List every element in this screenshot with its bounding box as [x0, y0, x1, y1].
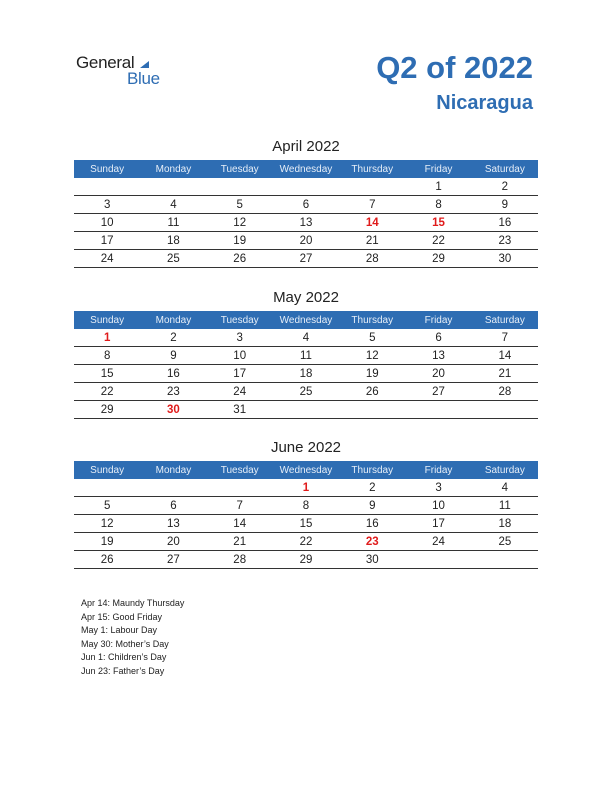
- day-cell: 11: [140, 214, 206, 232]
- day-cell: 3: [74, 196, 140, 214]
- day-cell: 5: [339, 329, 405, 347]
- page-title: Q2 of 2022: [376, 50, 533, 85]
- day-cell: 7: [339, 196, 405, 214]
- month-june: [74, 437, 538, 569]
- day-cell: 17: [207, 365, 273, 383]
- day-cell: 23: [472, 232, 538, 250]
- day-cell: 29: [405, 250, 471, 268]
- day-cell: 19: [74, 533, 140, 551]
- day-cell: 27: [273, 250, 339, 268]
- weekday-header: Thursday: [339, 461, 405, 479]
- day-cell: 22: [405, 232, 471, 250]
- day-cell: 26: [207, 250, 273, 268]
- day-cell: 3: [405, 479, 471, 497]
- weekday-header-row: [74, 461, 538, 479]
- month-may: [74, 287, 538, 419]
- day-cell: 10: [207, 347, 273, 365]
- day-cell: 14: [472, 347, 538, 365]
- weekday-header: Tuesday: [207, 461, 273, 479]
- day-cell: 4: [140, 196, 206, 214]
- day-cell: 3: [207, 329, 273, 347]
- day-cell: 9: [339, 497, 405, 515]
- day-cell: 28: [207, 551, 273, 569]
- day-cell: 16: [339, 515, 405, 533]
- week-row: [74, 401, 538, 419]
- day-cell: 16: [140, 365, 206, 383]
- month-april: [74, 136, 538, 268]
- day-cell: 12: [207, 214, 273, 232]
- month-title: May 2022: [273, 289, 339, 306]
- day-cell: [273, 401, 339, 419]
- week-row: [74, 178, 538, 196]
- day-cell: 9: [140, 347, 206, 365]
- day-cell: 4: [273, 329, 339, 347]
- weekday-header-row: [74, 311, 538, 329]
- week-row: [74, 365, 538, 383]
- week-row: [74, 515, 538, 533]
- weekday-header: Saturday: [472, 461, 538, 479]
- weekday-header: Tuesday: [207, 311, 273, 329]
- day-cell: 10: [74, 214, 140, 232]
- day-cell: 5: [207, 196, 273, 214]
- day-cell: 18: [472, 515, 538, 533]
- day-cell: 11: [472, 497, 538, 515]
- day-cell: [273, 178, 339, 196]
- day-cell: 6: [405, 329, 471, 347]
- day-cell: [339, 401, 405, 419]
- day-cell: 21: [472, 365, 538, 383]
- weekday-header: Friday: [405, 311, 471, 329]
- day-cell: [472, 401, 538, 419]
- day-cell: 13: [273, 214, 339, 232]
- day-cell: 24: [207, 383, 273, 401]
- day-cell: 1: [405, 178, 471, 196]
- holiday-note: May 1: Labour Day: [81, 625, 158, 636]
- week-row: [74, 347, 538, 365]
- weekday-header: Monday: [140, 461, 206, 479]
- day-cell: 30: [472, 250, 538, 268]
- weekday-header: Friday: [405, 160, 471, 178]
- day-cell: 4: [472, 479, 538, 497]
- weekday-header: Wednesday: [273, 160, 339, 178]
- day-cell: 26: [74, 551, 140, 569]
- day-cell: 1: [273, 479, 339, 497]
- weekday-header: Monday: [140, 311, 206, 329]
- weekday-header: Saturday: [472, 311, 538, 329]
- day-cell: 12: [339, 347, 405, 365]
- weekday-header: Wednesday: [273, 311, 339, 329]
- day-cell: 26: [339, 383, 405, 401]
- day-cell: 20: [405, 365, 471, 383]
- week-row: [74, 196, 538, 214]
- day-cell: 20: [140, 533, 206, 551]
- weekday-header: Sunday: [74, 461, 140, 479]
- day-cell: 21: [339, 232, 405, 250]
- day-cell: 17: [405, 515, 471, 533]
- week-row: [74, 479, 538, 497]
- logo: [76, 53, 176, 89]
- day-cell: 5: [74, 497, 140, 515]
- holiday-note: Apr 14: Maundy Thursday: [81, 598, 185, 608]
- day-cell: 23: [339, 533, 405, 551]
- day-cell: 18: [140, 232, 206, 250]
- day-cell: [207, 479, 273, 497]
- month-title: April 2022: [272, 138, 340, 155]
- calendar-grid: [74, 160, 538, 268]
- week-row: [74, 551, 538, 569]
- logo-text-general: General: [76, 53, 135, 72]
- day-cell: 9: [472, 196, 538, 214]
- day-cell: 15: [405, 214, 471, 232]
- day-cell: 22: [74, 383, 140, 401]
- weekday-header: Saturday: [472, 160, 538, 178]
- day-cell: 6: [273, 196, 339, 214]
- weekday-header: Sunday: [74, 160, 140, 178]
- day-cell: 2: [140, 329, 206, 347]
- weekday-header: Sunday: [74, 311, 140, 329]
- day-cell: [74, 479, 140, 497]
- day-cell: 25: [472, 533, 538, 551]
- day-cell: 17: [74, 232, 140, 250]
- day-cell: 30: [339, 551, 405, 569]
- day-cell: 2: [472, 178, 538, 196]
- week-row: [74, 232, 538, 250]
- day-cell: 27: [140, 551, 206, 569]
- holiday-note: May 30: Mother’s Day: [81, 638, 169, 649]
- weekday-header: Monday: [140, 160, 206, 178]
- day-cell: [339, 178, 405, 196]
- holiday-notes: [81, 597, 184, 679]
- day-cell: 7: [207, 497, 273, 515]
- day-cell: 28: [472, 383, 538, 401]
- day-cell: 13: [140, 515, 206, 533]
- weekday-header: Friday: [405, 461, 471, 479]
- day-cell: 23: [140, 383, 206, 401]
- day-cell: 11: [273, 347, 339, 365]
- day-cell: 16: [472, 214, 538, 232]
- week-row: [74, 533, 538, 551]
- week-row: [74, 383, 538, 401]
- day-cell: [140, 178, 206, 196]
- day-cell: 1: [74, 329, 140, 347]
- day-cell: 19: [207, 232, 273, 250]
- day-cell: [74, 178, 140, 196]
- day-cell: 31: [207, 401, 273, 419]
- week-row: [74, 214, 538, 232]
- weekday-header: Wednesday: [273, 461, 339, 479]
- day-cell: 8: [273, 497, 339, 515]
- weekday-header: Tuesday: [207, 160, 273, 178]
- day-cell: 25: [273, 383, 339, 401]
- holiday-note: Jun 23: Father’s Day: [81, 665, 165, 676]
- day-cell: 21: [207, 533, 273, 551]
- day-cell: 12: [74, 515, 140, 533]
- week-row: [74, 329, 538, 347]
- calendar-grid: [74, 311, 538, 419]
- country-name: Nicaragua: [436, 92, 533, 114]
- day-cell: 7: [472, 329, 538, 347]
- day-cell: 14: [339, 214, 405, 232]
- day-cell: 20: [273, 232, 339, 250]
- day-cell: 29: [273, 551, 339, 569]
- logo-triangle-icon: [140, 54, 149, 68]
- day-cell: 24: [74, 250, 140, 268]
- day-cell: 24: [405, 533, 471, 551]
- week-row: [74, 250, 538, 268]
- day-cell: [472, 551, 538, 569]
- week-row: [74, 497, 538, 515]
- day-cell: 28: [339, 250, 405, 268]
- day-cell: 6: [140, 497, 206, 515]
- day-cell: [140, 479, 206, 497]
- day-cell: 19: [339, 365, 405, 383]
- day-cell: [405, 551, 471, 569]
- holiday-note: Apr 15: Good Friday: [81, 611, 163, 622]
- holiday-note: Jun 1: Children’s Day: [81, 652, 167, 663]
- day-cell: 25: [140, 250, 206, 268]
- day-cell: [207, 178, 273, 196]
- month-title: June 2022: [270, 439, 342, 456]
- weekday-header: Thursday: [339, 311, 405, 329]
- day-cell: 15: [273, 515, 339, 533]
- weekday-header: Thursday: [339, 160, 405, 178]
- logo-text-blue: Blue: [127, 69, 160, 88]
- day-cell: 22: [273, 533, 339, 551]
- day-cell: 14: [207, 515, 273, 533]
- day-cell: 2: [339, 479, 405, 497]
- day-cell: 8: [74, 347, 140, 365]
- calendar-grid: [74, 461, 538, 569]
- day-cell: 10: [405, 497, 471, 515]
- day-cell: 15: [74, 365, 140, 383]
- day-cell: 30: [140, 401, 206, 419]
- day-cell: 29: [74, 401, 140, 419]
- day-cell: [405, 401, 471, 419]
- day-cell: 13: [405, 347, 471, 365]
- day-cell: 18: [273, 365, 339, 383]
- day-cell: 8: [405, 196, 471, 214]
- day-cell: 27: [405, 383, 471, 401]
- weekday-header-row: [74, 160, 538, 178]
